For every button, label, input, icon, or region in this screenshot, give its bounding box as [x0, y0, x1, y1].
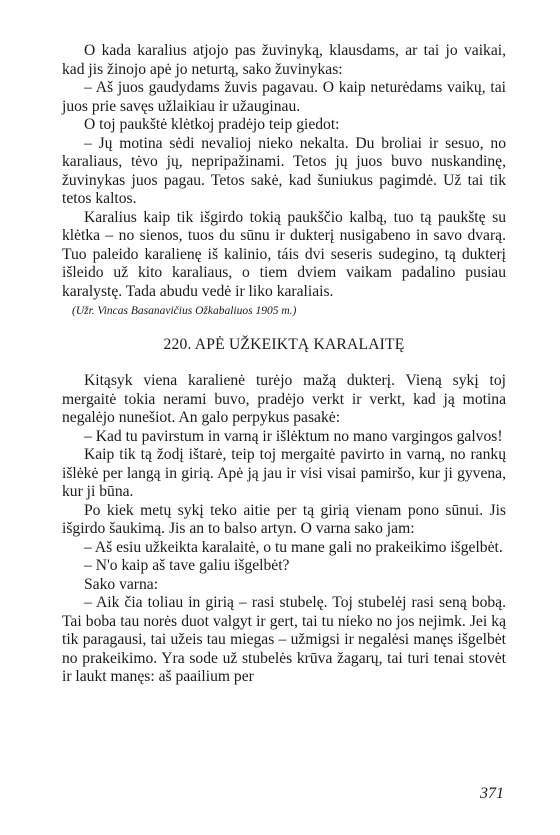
- paragraph: O kada karalius atjojo pas žuvinyką, klausdams, ar tai jo vaikai, kad jis žinojo apė jo neturtą, sako žuvinykas:: [62, 42, 506, 78]
- paragraph: Kitąsyk viena karalienė turėjo mažą dukterį. Vieną sykį toj mergaitė tokia nerami buvo, pradėjo verkt ir verkt, kad ją motina negalėjo nunešiot. An galo perpykus pasakė:: [62, 372, 506, 426]
- paragraph: – Aš esiu užkeikta karalaitė, o tu mane gali no prakeikimo išgelbėt.: [84, 538, 503, 556]
- paragraph: Kaip tik tą žodį ištarė, teip toj mergaitė pavirto in varną, no rankų išlėkė per langą in girią. Apė ją jau ir visi visai pamiršo, kur ji gyvena, kur ji būna.: [62, 446, 506, 500]
- paragraph: – N'o kaip aš tave galiu išgelbėt?: [84, 557, 290, 574]
- paragraph: Po kiek metų sykį teko aitie per tą girią vienam pono sūnui. Jis išgirdo šaukimą. Jis an to balso artyn. O varna sako jam:: [62, 501, 506, 537]
- source-citation: (Užr. Vincas Basanavičius Ožkabaliuos 1905 m.): [72, 305, 297, 317]
- paragraph: – Aš juos gaudydams žuvis pagavau. O kaip neturėdams vaikų, tai juos prie savęs užlaikiau ir užauginau.: [62, 79, 506, 115]
- paragraph: Karalius kaip tik išgirdo tokią paukščio kalbą, tuo tą paukštę su klėtka – no sienos, tuos du sūnu ir dukterį nusigabeno in savo dvarą. Tuo paleido karalienę iš kalinio, táis dvi seseris sudegino, tą dukterį išleido už kito karaliaus, o tiem dviem vaikam padalino pusiau karalystę. Tada abudu vedė ir liko karaliais.: [62, 208, 506, 300]
- paragraph: – Aik čia toliau in girią – rasi stubelę. Toj stubelėj rasi seną bobą. Tai boba tau norės duot valgyt ir gert, tai tu nieko no jos nejimk. Jei ką tik paragausi, tai užeis tau miegas – užmigsi ir negalėsi manęs išgelbėt no prakeikimo. Yra sode už stubelės krūva žagarų, tai turi tenai stovėt ir laukt manęs: aš paailium per: [62, 594, 506, 685]
- paragraph: O toj paukštė klėtkoj pradėjo teip giedot:: [84, 116, 340, 133]
- paragraph: – Jų motina sėdi nevalioj nieko nekalta. Du broliai ir sesuo, no karaliaus, tėvo jų, nepripažinami. Tetos jų juos buvo nuskandinę, žuvinykas juos pagau. Tetos sakė, kad šuniukus pagimdė. Už tai tik tetos kaltos.: [62, 134, 506, 207]
- tale-text: [62, 372, 506, 687]
- tale-title: 220. APĖ UŽKEIKTĄ KARALAITĘ: [163, 336, 405, 353]
- paragraph: Sako varna:: [84, 575, 159, 593]
- previous-tale-text: [62, 42, 506, 319]
- page-number: 371: [480, 785, 504, 802]
- paragraph: – Kad tu pavirstum in varną ir išlėktum no mano vargingos galvos!: [84, 427, 503, 445]
